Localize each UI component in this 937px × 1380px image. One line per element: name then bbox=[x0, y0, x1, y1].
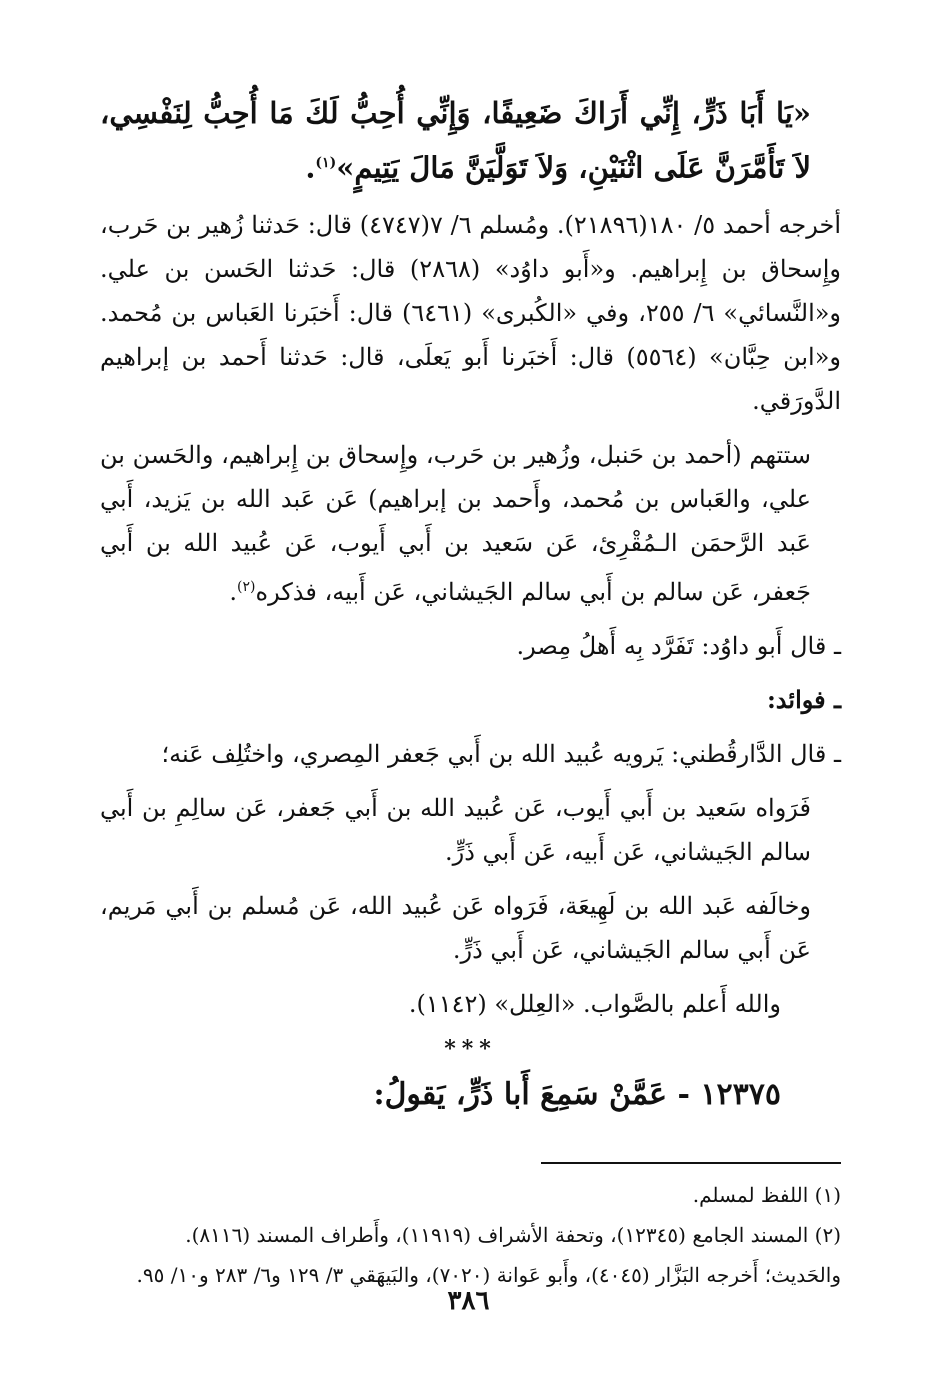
footnote-rule bbox=[541, 1162, 841, 1164]
footnote-marker-1: (١) bbox=[315, 155, 337, 171]
hadith-text: «يَا أَبَا ذَرٍّ، إِنِّي أَرَاكَ ضَعِيفًا، وَإِنِّي أُحِبُّ لَكَ مَا أُحِبُّ لِنَفْسِي، لاَ تَأَمَّرَنَّ عَلَى اثْنَيْنِ، وَلاَ تَوَلَّيَنَّ مَالَ يَتِيمٍ»$^{(١)}$. bbox=[100, 96, 811, 185]
benefits-heading: ـ فوائد: bbox=[766, 684, 841, 714]
footnote-marker-2: (٢) bbox=[237, 578, 256, 595]
abu-dawud-note: ـ قال أَبو داوُد: تَفَرَّد بِه أَهلُ مِصر. bbox=[516, 631, 841, 660]
hadith-text-content: «يَا أَبَا ذَرٍّ، إِنِّي أَرَاكَ ضَعِيفًا، وَإِنِّي أُحِبُّ لَكَ مَا أُحِبُّ لِنَفْسِي، لاَ تَأَمَّرَنَّ عَلَى اثْنَيْنِ، وَلاَ تَوَلَّيَنَّ مَالَ يَتِيمٍ» bbox=[100, 96, 811, 185]
takhrij-paragraph: أخرجه أحمد ٥/ ١٨٠(٢١٨٩٦). ومُسلم ٦/ ٧(٤٧٤٧) قال: حَدثنا زُهير بن حَرب، وإِسحاق بن إِبراهيم. و«أَبو داوُد» (٢٨٦٨) قال: حَدثنا الحَسن بن علي. و«النَّسائي» ٦/ ٢٥٥، وفي «الكُبرى» (٦٤٦١) قال: أَخبَرنا العَباس بن مُحمد. و«ابن حِبَّان» (٥٥٦٤) قال: أَخبَرنا أَبو يَعلَى، قال: حَدثنا أَحمد بن إبراهيم الدَّورَقي. bbox=[100, 210, 842, 415]
footnote-2: (٢) المسند الجامع (١٢٣٤٥)، وتحفة الأشراف (١١٩١٩)، وأَطراف المسند (٨١١٦). bbox=[185, 1222, 841, 1247]
chapter-heading: ١٢٣٧٥ - عَمَّنْ سَمِعَ أَبا ذَرٍّ، يَقولُ: bbox=[373, 1076, 781, 1112]
footnote-2-continued: والحَديث؛ أَخرجه البَزَّار (٤٠٤٥)، وأَبو عَوانة (٧٠٢٠)، والبَيهَقي ٣/ ١٢٩ و٦/ ٢٨٣ و١٠/ ٩٥. bbox=[136, 1262, 841, 1287]
page-number: ٣٨٦ bbox=[447, 1286, 490, 1316]
daraqutni-paragraph: ـ قال الدَّارقُطني: يَرويه عُبيد الله بن أَبي جَعفر المِصري، واختُلِف عَنه؛ bbox=[161, 739, 841, 768]
conclusion-paragraph: والله أَعلم بالصَّواب. «العِلل» (١١٤٢). bbox=[408, 989, 781, 1018]
riwaya-paragraph-1: فَرَواه سَعيد بن أَبي أَيوب، عَن عُبيد الله بن أَبي جَعفر، عَن سالِمِ بن أَبي سالم الجَيشاني، عَن أَبيه، عَن أَبي ذَرٍّ. bbox=[100, 793, 811, 866]
riwaya-paragraph-2: وخالَفه عَبد الله بن لَهِيعَة، فَرَواه عَن عُبيد الله، عَن مُسلم بن أَبي مَريم، عَن أَبي سالم الجَيشاني، عَن أَبي ذَرٍّ. bbox=[100, 891, 812, 964]
isnad-text: ستتهم (أحمد بن حَنبل، وزُهير بن حَرب، وإِسحاق بن إِبراهيم، والحَسن بن علي، والعَباس بن مُحمد، وأَحمد بن إبراهيم) عَن عَبد الله بن يَزيد، أَبي عَبد الرَّحمَن الـمُقْرِئ، عَن سَعيد بن أَبي أَيوب، عَن عُبيد الله بن أَبي جَعفر، عَن سالم بن أَبي سالم الجَيشاني، عَن أَبيه، فذكره bbox=[100, 440, 811, 606]
footnotes bbox=[100, 1178, 841, 1292]
section-separator: *** bbox=[444, 1035, 497, 1062]
footnote-1: (١) اللفظ لمسلم. bbox=[692, 1182, 841, 1207]
isnad-paragraph: ستتهم (أحمد بن حَنبل، وزُهير بن حَرب، وإِسحاق بن إِبراهيم، والحَسن بن علي، والعَباس بن مُحمد، وأَحمد بن إبراهيم) عَن عَبد الله بن يَزيد، أَبي عَبد الرَّحمَن الـمُقْرِئ، عَن سَعيد بن أَبي أَيوب، عَن عُبيد الله بن أَبي جَعفر، عَن سالم بن أَبي سالم الجَيشاني، عَن أَبيه، فذكره$^{(٢)}$. bbox=[100, 440, 811, 606]
